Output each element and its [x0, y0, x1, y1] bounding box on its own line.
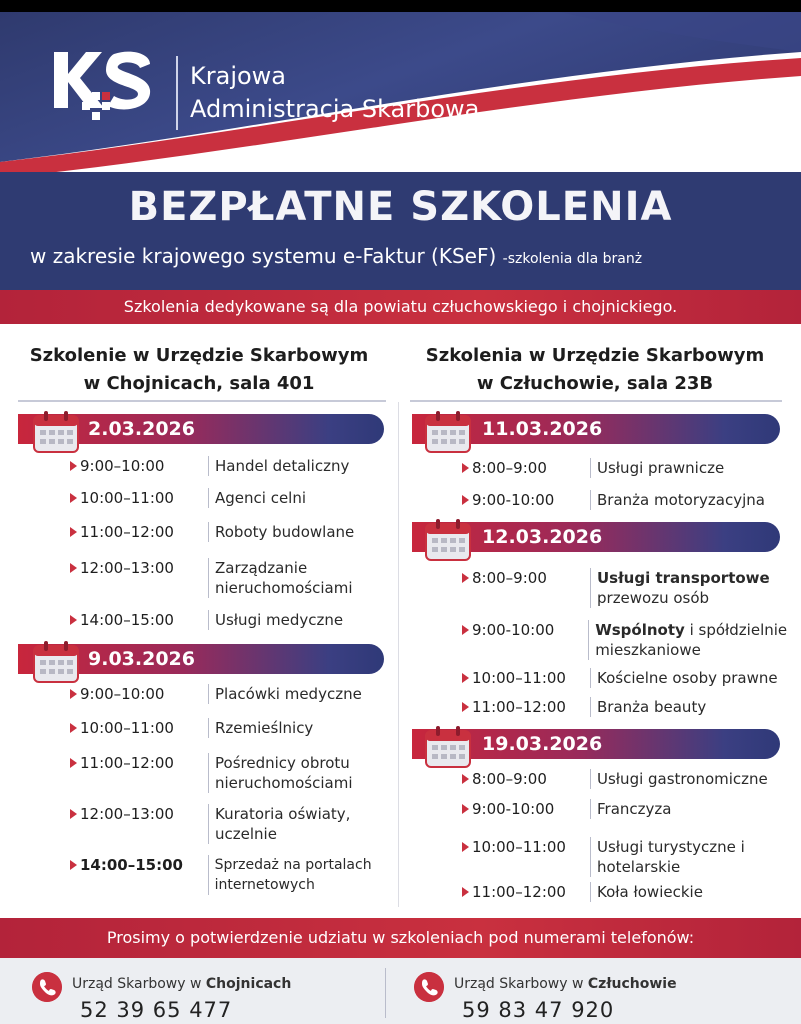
session-time: 14:00–15:00: [80, 611, 174, 629]
session-row: [70, 753, 390, 793]
session-topic: Branża beauty: [597, 698, 707, 716]
date-label: 2.03.2026: [88, 418, 195, 440]
session-row: [70, 684, 390, 704]
bullet-arrow-icon: [462, 887, 469, 897]
session-topic: Kościelne osoby prawne: [597, 669, 778, 687]
office-prefix: Urząd Skarbowy w: [72, 976, 206, 992]
bullet-arrow-icon: [70, 689, 77, 699]
date-label: 11.03.2026: [482, 418, 603, 440]
session-topic: Branża motoryzacyjna: [597, 491, 765, 509]
session-row: [70, 488, 390, 508]
bullet-arrow-icon: [462, 573, 469, 583]
session-topic: Usługi prawnicze: [597, 459, 725, 477]
dedication-band: [0, 290, 801, 324]
contact-divider: [385, 968, 386, 1018]
subtitle: [30, 244, 642, 268]
session-time: 9:00–10:00: [80, 685, 165, 703]
row-divider: [208, 610, 209, 630]
top-black-bar: [0, 0, 801, 12]
bullet-arrow-icon: [70, 461, 77, 471]
row-divider: [208, 855, 209, 895]
bullet-arrow-icon: [70, 563, 77, 573]
row-divider: [208, 488, 209, 508]
row-divider: [208, 456, 209, 476]
session-row: [462, 458, 792, 478]
row-divider: [208, 522, 209, 542]
row-divider: [208, 753, 209, 793]
session-time: 8:00–9:00: [472, 569, 547, 587]
bullet-arrow-icon: [462, 842, 469, 852]
org-line-1: Krajowa: [190, 62, 286, 90]
session-time: 11:00–12:00: [80, 523, 174, 541]
organization-name: [190, 60, 479, 126]
calendar-icon: [424, 410, 472, 454]
session-topic: [597, 568, 787, 608]
session-row: [462, 490, 798, 510]
session-time: 11:00–12:00: [472, 883, 566, 901]
bullet-arrow-icon: [70, 527, 77, 537]
session-topic: Pośrednicy obrotu nieruchomościami: [215, 754, 353, 792]
session-time: 11:00–12:00: [80, 754, 174, 772]
session-time: 14:00–15:00: [80, 856, 183, 874]
session-row: [462, 837, 792, 877]
row-divider: [590, 799, 591, 819]
left-title-line-1: Szkolenie w Urzędzie Skarbowym: [29, 345, 369, 366]
calendar-icon: [424, 518, 472, 562]
contact-czluchow: [414, 968, 774, 1024]
session-row: [70, 804, 390, 844]
bullet-arrow-icon: [462, 673, 469, 683]
office-city: Chojnicach: [205, 976, 292, 992]
session-time: 9:00-10:00: [472, 491, 555, 509]
contact-chojnice: [32, 968, 372, 1024]
session-topic: Usługi gastronomiczne: [597, 770, 768, 788]
session-row: [462, 882, 792, 902]
session-row: [462, 568, 792, 608]
left-title-rule: [18, 400, 386, 402]
row-divider: [590, 837, 591, 877]
session-time: 9:00–10:00: [80, 457, 165, 475]
right-column-title: [400, 342, 790, 398]
session-row: [462, 769, 796, 789]
session-topic: Placówki medyczne: [215, 685, 362, 703]
row-divider: [208, 718, 209, 738]
calendar-icon: [32, 410, 80, 454]
session-topic: Sprzedaż na portalach internetowych: [214, 857, 372, 893]
session-row: [70, 558, 390, 598]
row-divider: [590, 568, 591, 608]
bullet-arrow-icon: [70, 809, 77, 819]
session-topic: Rzemieślnicy: [215, 719, 314, 737]
row-divider: [208, 684, 209, 704]
session-time: 10:00–11:00: [472, 838, 566, 856]
office-name: [454, 976, 677, 992]
org-line-2: Administracja Skarbowa: [190, 95, 480, 123]
row-divider: [590, 490, 591, 510]
session-row: [70, 855, 394, 895]
session-row: [462, 620, 792, 660]
session-topic: Agenci celni: [215, 489, 307, 507]
bullet-arrow-icon: [70, 758, 77, 768]
kas-logo: [48, 44, 158, 126]
topic-rest: i spółdzielnie mieszkaniowe: [595, 621, 788, 659]
session-topic: [595, 620, 792, 660]
date-label: 12.03.2026: [482, 526, 603, 548]
main-title: BEZPŁATNE SZKOLENIA: [128, 184, 673, 230]
session-topic: Franczyza: [597, 800, 672, 818]
row-divider: [588, 620, 589, 660]
session-time: 8:00–9:00: [472, 770, 547, 788]
topic-bold: Wspólnoty: [595, 621, 685, 639]
session-row: [70, 718, 390, 738]
session-time: 12:00–13:00: [80, 805, 174, 823]
session-topic: Usługi turystyczne i hotelarskie: [597, 838, 745, 876]
header: [0, 12, 801, 178]
session-row: [462, 697, 792, 717]
calendar-icon: [424, 725, 472, 769]
session-row: [70, 522, 390, 542]
left-column-title: [4, 342, 394, 398]
bullet-arrow-icon: [70, 615, 77, 625]
phone-icon: [414, 972, 444, 1002]
bullet-arrow-icon: [70, 493, 77, 503]
session-time: 10:00–11:00: [472, 669, 566, 687]
left-title-line-2: w Chojnicach, sala 401: [83, 373, 315, 394]
session-time: 8:00–9:00: [472, 459, 547, 477]
session-row: [70, 610, 390, 630]
subtitle-suffix: -szkolenia dla branż: [502, 251, 643, 267]
session-row: [70, 456, 390, 476]
calendar-icon: [32, 640, 80, 684]
bullet-arrow-icon: [462, 702, 469, 712]
row-divider: [208, 804, 209, 844]
logo-divider: [176, 56, 178, 130]
bullet-arrow-icon: [70, 723, 77, 733]
office-name: [72, 976, 291, 992]
phone-number[interactable]: 59 83 47 920: [462, 998, 615, 1022]
phone-icon: [32, 972, 62, 1002]
column-separator: [398, 402, 399, 907]
phone-number[interactable]: 52 39 65 477: [80, 998, 233, 1022]
bullet-arrow-icon: [462, 804, 469, 814]
session-time: 9:00-10:00: [472, 800, 555, 818]
session-topic: Roboty budowlane: [215, 523, 355, 541]
session-row: [462, 799, 792, 819]
office-city: Człuchowie: [587, 976, 677, 992]
date-label: 9.03.2026: [88, 648, 195, 670]
bullet-arrow-icon: [70, 860, 77, 870]
row-divider: [590, 458, 591, 478]
confirmation-band: [0, 918, 801, 958]
row-divider: [590, 882, 591, 902]
right-title-line-2: w Człuchowie, sala 23B: [476, 373, 714, 394]
date-label: 19.03.2026: [482, 733, 603, 755]
row-divider: [208, 558, 209, 598]
session-topic: Usługi medyczne: [215, 611, 344, 629]
session-topic: Zarządzanie nieruchomościami: [215, 559, 353, 597]
confirmation-text: Prosimy o potwierdzenie udziatu w szkoleniach pod numerami telefonów:: [106, 928, 695, 947]
session-topic: Koła łowieckie: [597, 883, 703, 901]
row-divider: [590, 769, 591, 789]
subtitle-main: w zakresie krajowego systemu e-Faktur (KSeF): [30, 244, 497, 268]
session-topic: Handel detaliczny: [215, 457, 350, 475]
session-time: 12:00–13:00: [80, 559, 174, 577]
bullet-arrow-icon: [462, 774, 469, 784]
session-topic: Kuratoria oświaty, uczelnie: [215, 805, 351, 843]
bullet-arrow-icon: [462, 463, 469, 473]
bullet-arrow-icon: [462, 495, 469, 505]
right-title-rule: [410, 400, 782, 402]
office-prefix: Urząd Skarbowy w: [454, 976, 588, 992]
topic-bold: Usługi transportowe: [597, 569, 770, 587]
row-divider: [590, 668, 591, 688]
topic-rest: przewozu osób: [597, 589, 710, 607]
session-time: 9:00-10:00: [472, 621, 555, 639]
right-title-line-1: Szkolenia w Urzędzie Skarbowym: [425, 345, 765, 366]
session-row: [462, 668, 796, 688]
session-time: 11:00–12:00: [472, 698, 566, 716]
dedication-text: Szkolenia dedykowane są dla powiatu człuchowskiego i chojnickiego.: [123, 297, 678, 316]
session-time: 10:00–11:00: [80, 719, 174, 737]
bullet-arrow-icon: [462, 625, 469, 635]
row-divider: [590, 697, 591, 717]
session-time: 10:00–11:00: [80, 489, 174, 507]
